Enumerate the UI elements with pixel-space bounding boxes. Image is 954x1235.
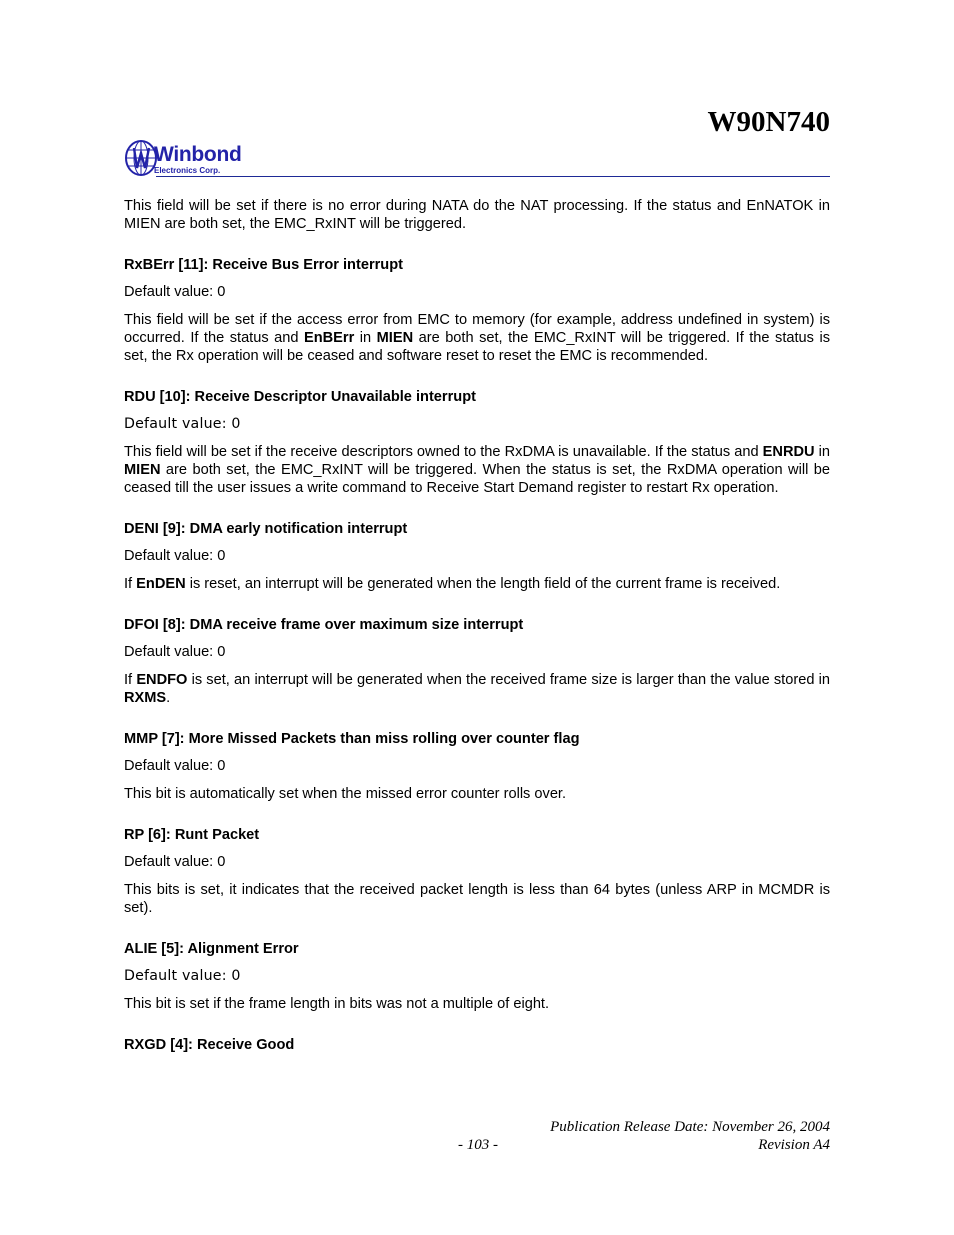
field-description bbox=[124, 785, 830, 803]
text-run: are both set, the EMC_RxINT will be triggered. If the status is set, the Rx operation will be ceased and software reset to reset the EMC is recommended. bbox=[124, 330, 830, 364]
text-run: in bbox=[354, 330, 377, 346]
intro-paragraph bbox=[124, 197, 830, 233]
field-heading: MMP [7]: More Missed Packets than miss rolling over counter flag bbox=[124, 731, 580, 747]
text-run: are both set, the EMC_RxINT will be triggered. When the status is set, the RxDMA operation will be ceased till the user issues a write command to Receive Start Demand register to restart Rx operation. bbox=[124, 462, 830, 496]
register-name: RXMS bbox=[124, 690, 167, 706]
footer-release-date: Publication Release Date: November 26, 2004 bbox=[550, 1119, 830, 1135]
field-description bbox=[124, 443, 830, 497]
text-run: If bbox=[124, 576, 137, 592]
field-heading: DENI [9]: DMA early notification interrupt bbox=[124, 521, 408, 537]
text-run: If bbox=[124, 672, 137, 688]
document-body bbox=[124, 197, 830, 1054]
winbond-logo bbox=[125, 139, 249, 179]
header-divider bbox=[156, 176, 830, 177]
register-name: EnBErr bbox=[303, 330, 355, 346]
field-heading: RXGD [4]: Receive Good bbox=[124, 1037, 295, 1053]
field-description bbox=[124, 671, 830, 707]
default-value: Default value: 0 bbox=[124, 758, 226, 774]
text-run: This bit is set if the frame length in bits was not a multiple of eight. bbox=[124, 996, 550, 1012]
default-value: Default value: 0 bbox=[124, 644, 226, 660]
field-heading: ALIE [5]: Alignment Error bbox=[124, 941, 299, 957]
document-title: W90N740 bbox=[707, 106, 830, 138]
default-value: Default value: 0 bbox=[124, 548, 226, 564]
field-heading: RP [6]: Runt Packet bbox=[124, 827, 260, 843]
footer-page-number: - 103 - bbox=[458, 1137, 498, 1153]
register-name: ENRDU bbox=[762, 444, 815, 460]
default-value: Default value: 0 bbox=[124, 968, 241, 984]
text-run: in bbox=[814, 444, 830, 460]
register-name: MIEN bbox=[376, 330, 414, 346]
field-description bbox=[124, 995, 830, 1013]
text-run: This bits is set, it indicates that the received packet length is less than 64 bytes (unless ARP in MCMDR is set). bbox=[124, 882, 830, 916]
field-heading: RxBErr [11]: Receive Bus Error interrupt bbox=[124, 257, 403, 273]
default-value: Default value: 0 bbox=[124, 284, 226, 300]
register-name: MIEN bbox=[124, 462, 161, 478]
logo-subtitle: Electronics Corp. bbox=[154, 166, 221, 175]
register-name: EnDEN bbox=[136, 576, 186, 592]
default-value: Default value: 0 bbox=[124, 416, 241, 432]
text-run: . bbox=[166, 690, 171, 706]
text-run: This field will be set if there is no error during NATA do the NAT processing. If the status and EnNATOK in MIEN are both set, the EMC_RxINT will be triggered. bbox=[124, 198, 830, 232]
field-description bbox=[124, 575, 830, 593]
footer-revision: Revision A4 bbox=[758, 1137, 830, 1153]
field-description bbox=[124, 881, 830, 917]
logo-wordmark: Winbond bbox=[154, 143, 242, 166]
field-heading: RDU [10]: Receive Descriptor Unavailable interrupt bbox=[124, 389, 476, 405]
text-run: This field will be set if the access error from EMC to memory (for example, address undefined in system) is occurred. If the status and bbox=[124, 312, 830, 346]
field-heading: DFOI [8]: DMA receive frame over maximum size interrupt bbox=[124, 617, 524, 633]
text-run: is reset, an interrupt will be generated when the length field of the current frame is received. bbox=[185, 576, 781, 592]
default-value: Default value: 0 bbox=[124, 854, 226, 870]
field-description bbox=[124, 311, 830, 365]
text-run: is set, an interrupt will be generated when the received frame size is larger than the value stored in bbox=[187, 672, 830, 688]
text-run: This bit is automatically set when the missed error counter rolls over. bbox=[124, 786, 567, 802]
text-run: This field will be set if the receive descriptors owned to the RxDMA is unavailable. If the status and bbox=[124, 444, 763, 460]
register-name: ENDFO bbox=[136, 672, 188, 688]
